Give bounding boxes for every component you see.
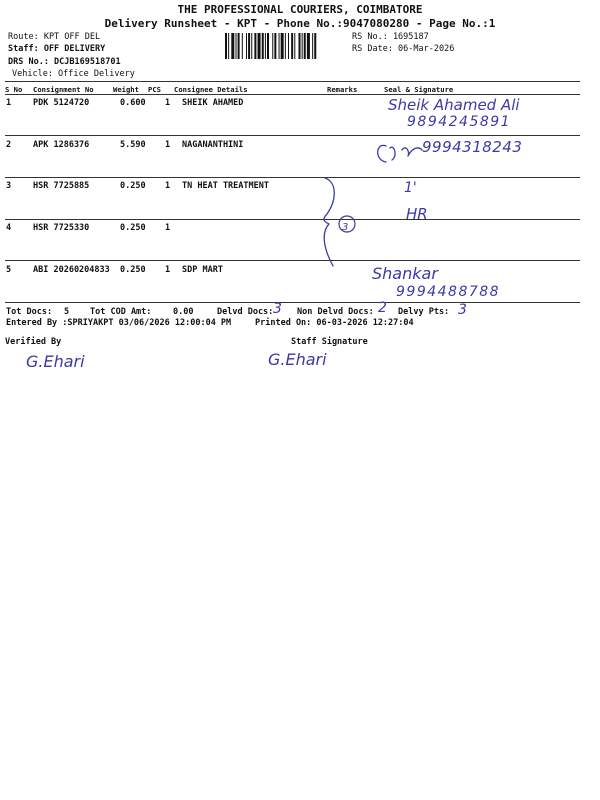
row-divider [5, 219, 580, 220]
barcode-bar [246, 33, 247, 59]
delvd-docs-value: 3 [273, 301, 282, 317]
verified-by-label: Verified By [5, 337, 62, 347]
rs-number: RS No.: 1695187 [352, 32, 429, 42]
barcode-bar [285, 33, 286, 59]
row-consignment: ABI 20260204833 [33, 265, 110, 275]
delvd-docs-label: Delvd Docs: [217, 307, 274, 317]
row-sno: 3 [6, 181, 12, 191]
col-consignment: Consignment No [33, 85, 94, 94]
row-weight: 0.250 [120, 223, 146, 233]
col-seal-signature: Seal & Signature [384, 85, 454, 94]
tot-docs-value: 5 [64, 307, 70, 317]
tot-cod-label: Tot COD Amt: [90, 307, 152, 317]
table-header-rule [5, 94, 580, 95]
barcode-bar [242, 33, 243, 59]
row-consignee: TN HEAT TREATMENT [182, 181, 269, 191]
row-divider [5, 177, 580, 178]
row-pcs: 1 [165, 140, 171, 150]
barcode-bar [299, 33, 301, 59]
barcode-bar [258, 33, 261, 59]
row-consignment: APK 1286376 [33, 140, 90, 150]
row-weight: 5.590 [120, 140, 146, 150]
barcode-bar [281, 33, 284, 59]
row-divider [5, 135, 580, 136]
row-consignment: HSR 7725330 [33, 223, 90, 233]
staff-info: Staff: OFF DELIVERY [8, 44, 106, 54]
col-weight: Weight [113, 85, 139, 94]
row-divider [5, 260, 580, 261]
barcode-bar [236, 33, 237, 59]
row-pcs: 1 [165, 181, 171, 191]
table-top-rule [5, 81, 580, 82]
barcode-bar [267, 33, 269, 59]
barcode-bar [294, 33, 295, 59]
row-consignee: NAGANANTHINI [182, 140, 244, 150]
printed-on: Printed On: 06-03-2026 12:27:04 [255, 318, 414, 328]
drs-number: DRS No.: DCJB169518701 [8, 57, 121, 67]
barcode-bar [228, 33, 229, 59]
runsheet-subtitle: Delivery Runsheet - KPT - Phone No.:9047080280 - Page No.:1 [104, 17, 496, 30]
barcode-bar [307, 33, 310, 59]
barcode-bar [291, 33, 293, 59]
handwritten-phone: 9994318243 [422, 138, 523, 156]
non-delvd-docs-value: 2 [378, 300, 387, 316]
barcode-image [225, 33, 349, 59]
barcode-bar [248, 33, 250, 59]
vehicle-info: Vehicle: Office Delivery [12, 69, 135, 79]
barcode-bar [254, 33, 256, 59]
row-weight: 0.600 [120, 98, 146, 108]
handwritten-signature: Shankar [372, 264, 438, 283]
row-pcs: 1 [165, 223, 171, 233]
delvy-pts-value: 3 [458, 302, 467, 318]
tot-docs-label: Tot Docs: [6, 307, 53, 317]
row-sno: 5 [6, 265, 12, 275]
handwritten-phone: 9894245891 [407, 114, 512, 130]
col-sno: S No [5, 85, 23, 94]
barcode-bar [262, 33, 264, 59]
barcode-bar [274, 33, 276, 59]
barcode-bar [279, 33, 280, 59]
barcode-bar [314, 33, 316, 59]
barcode-bar [272, 33, 273, 59]
handwritten-text: HR [406, 205, 428, 223]
row-weight: 0.250 [120, 181, 146, 191]
col-consignee: Consignee Details [174, 85, 248, 94]
row-sno: 1 [6, 98, 12, 108]
barcode-bar [238, 33, 240, 59]
handwritten-phone: 9994488788 [396, 284, 501, 300]
barcode-bar [288, 33, 289, 59]
row-sno: 4 [6, 223, 12, 233]
col-pcs: PCS [148, 85, 161, 94]
row-weight: 0.250 [120, 265, 146, 275]
row-sno: 2 [6, 140, 12, 150]
staff-signature: G.Ehari [268, 350, 327, 369]
staff-signature-label: Staff Signature [291, 337, 368, 347]
tot-cod-value: 0.00 [173, 307, 194, 317]
non-delvd-docs-label: Non Delvd Docs: [297, 307, 374, 317]
barcode-bar [304, 33, 306, 59]
row-pcs: 1 [165, 265, 171, 275]
barcode-bar [312, 33, 313, 59]
row-pcs: 1 [165, 98, 171, 108]
handwritten-signature: Sheik Ahamed Ali [388, 96, 520, 114]
handwritten-mark: 1' [404, 180, 417, 196]
barcode-bar [265, 33, 266, 59]
route-info: Route: KPT OFF DEL [8, 32, 101, 42]
brace-mark [315, 174, 360, 270]
barcode-bar [225, 33, 227, 59]
delvy-pts-label: Delvy Pts: [398, 307, 450, 317]
barcode-bar [302, 33, 303, 59]
row-consignment: HSR 7725885 [33, 181, 90, 191]
row-consignee: SDP MART [182, 265, 223, 275]
barcode-bar [251, 33, 252, 59]
rs-date: RS Date: 06-Mar-2026 [352, 44, 455, 54]
col-remarks: Remarks [327, 85, 358, 94]
table-bottom-rule [5, 302, 580, 303]
circled-number: 3 [342, 222, 349, 233]
verified-signature: G.Ehari [26, 352, 85, 371]
barcode-bar [231, 33, 234, 59]
row-consignment: PDK 5124720 [33, 98, 90, 108]
row-consignee: SHEIK AHAMED [182, 98, 244, 108]
entered-by: Entered By :SPRIYAKPT 03/06/2026 12:00:04 PM [6, 318, 232, 328]
company-title: THE PROFESSIONAL COURIERS, COIMBATORE [177, 3, 423, 16]
